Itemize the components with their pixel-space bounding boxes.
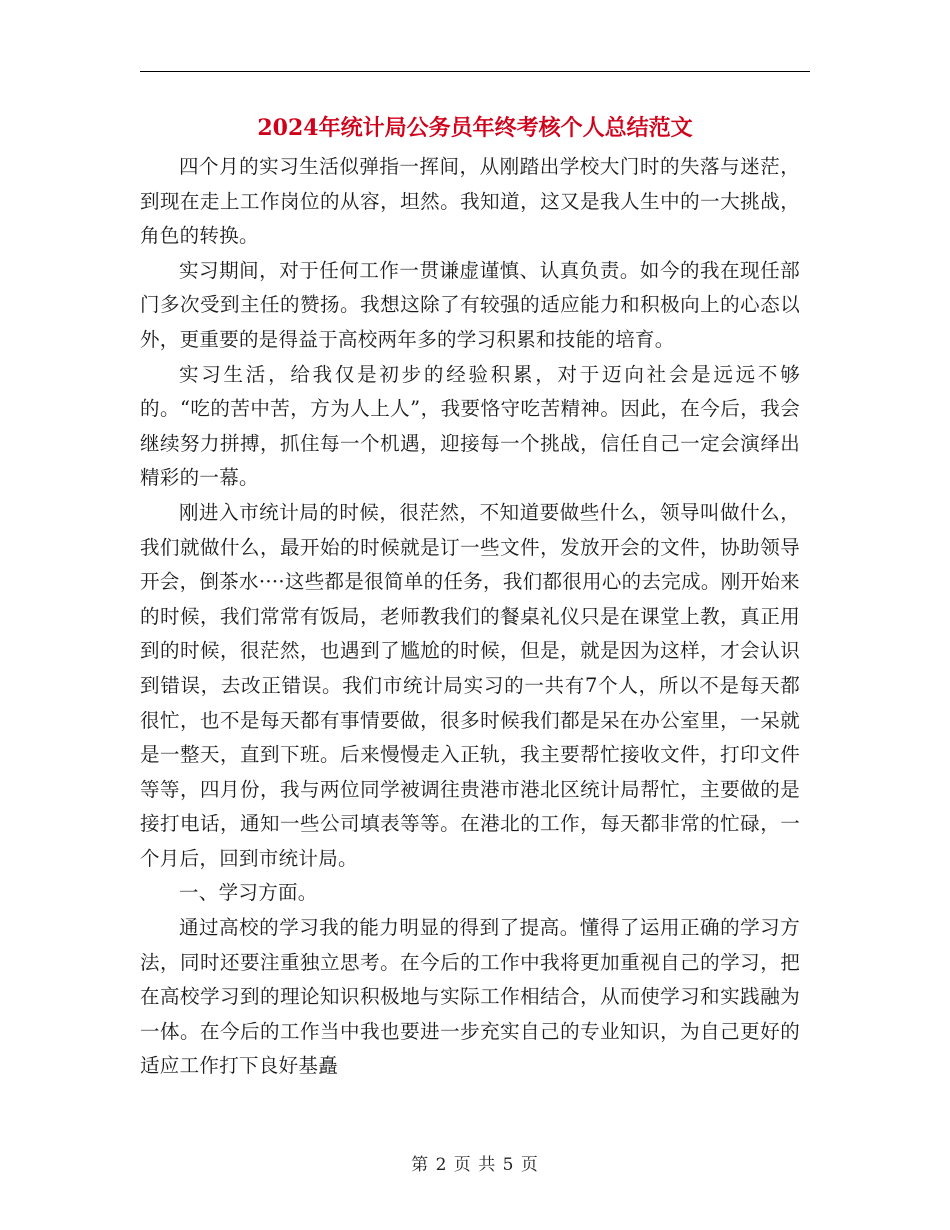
paragraph: 实习生活，给我仅是初步的经验积累，对于迈向社会是远远不够的。“吃的苦中苦，方为人上人”，我要恪守吃苦精神。因此，在今后，我会继续努力拼搏，抓住每一个机遇，迎接每一个挑战，信任自己一定会演绎出精彩的一幕。 — [140, 362, 800, 490]
header-divider — [140, 71, 810, 72]
document-title: 2024年统计局公务员年终考核个人总结范文 — [257, 115, 693, 141]
paragraph: 实习期间，对于任何工作一贯谦虚谨慎、认真负责。如今的我在现任部门多次受到主任的赞扬。我想这除了有较强的适应能力和积极向上的心态以外，更重要的是得益于高校两年多的学习积累和技能的培育。 — [140, 258, 800, 351]
paragraph: 刚进入市统计局的时候，很茫然，不知道要做些什么，领导叫做什么，我们就做什么，最开始的时候就是订一些文件，发放开会的文件，协助领导开会，倒茶水····这些都是很简单的任务，我们都很用心的去完成。刚开始来的时候，我们常常有饭局，老师教我们的餐桌礼仪只是在课堂上教，真正用到的时候，很茫然，也遇到了尴尬的时候，但是，就是因为这样，才会认识到错误，去改正错误。我们市统计局实习的一共有7个人，所以不是每天都很忙，也不是每天都有事情要做，很多时候我们都是呆在办公室里，一呆就是一整天，直到下班。后来慢慢走入正轨，我主要帮忙接收文件，打印文件等等，四月份，我与两位同学被调往贵港市港北区统计局帮忙，主要做的是接打电话，通知一些公司填表等等。在港北的工作，每天都非常的忙碌，一个月后，回到市统计局。 — [140, 500, 800, 870]
paragraph: 四个月的实习生活似弹指一挥间，从刚踏出学校大门时的失落与迷茫，到现在走上工作岗位的从容，坦然。我知道，这又是我人生中的一大挑战，角色的转换。 — [140, 155, 800, 248]
section-heading: 一、学习方面。 — [179, 881, 318, 905]
document-body — [140, 150, 800, 1084]
paragraph: 通过高校的学习我的能力明显的得到了提高。懂得了运用正确的学习方法，同时还要注重独立思考。在今后的工作中我将更加重视自己的学习，把在高校学习到的理论知识积极地与实际工作相结合，从而使学习和实践融为一体。在今后的工作当中我也要进一步充实自己的专业知识，为自己更好的适应工作打下良好基矗 — [140, 916, 800, 1078]
page-number-footer: 第 2 页 共 5 页 — [411, 1155, 539, 1175]
